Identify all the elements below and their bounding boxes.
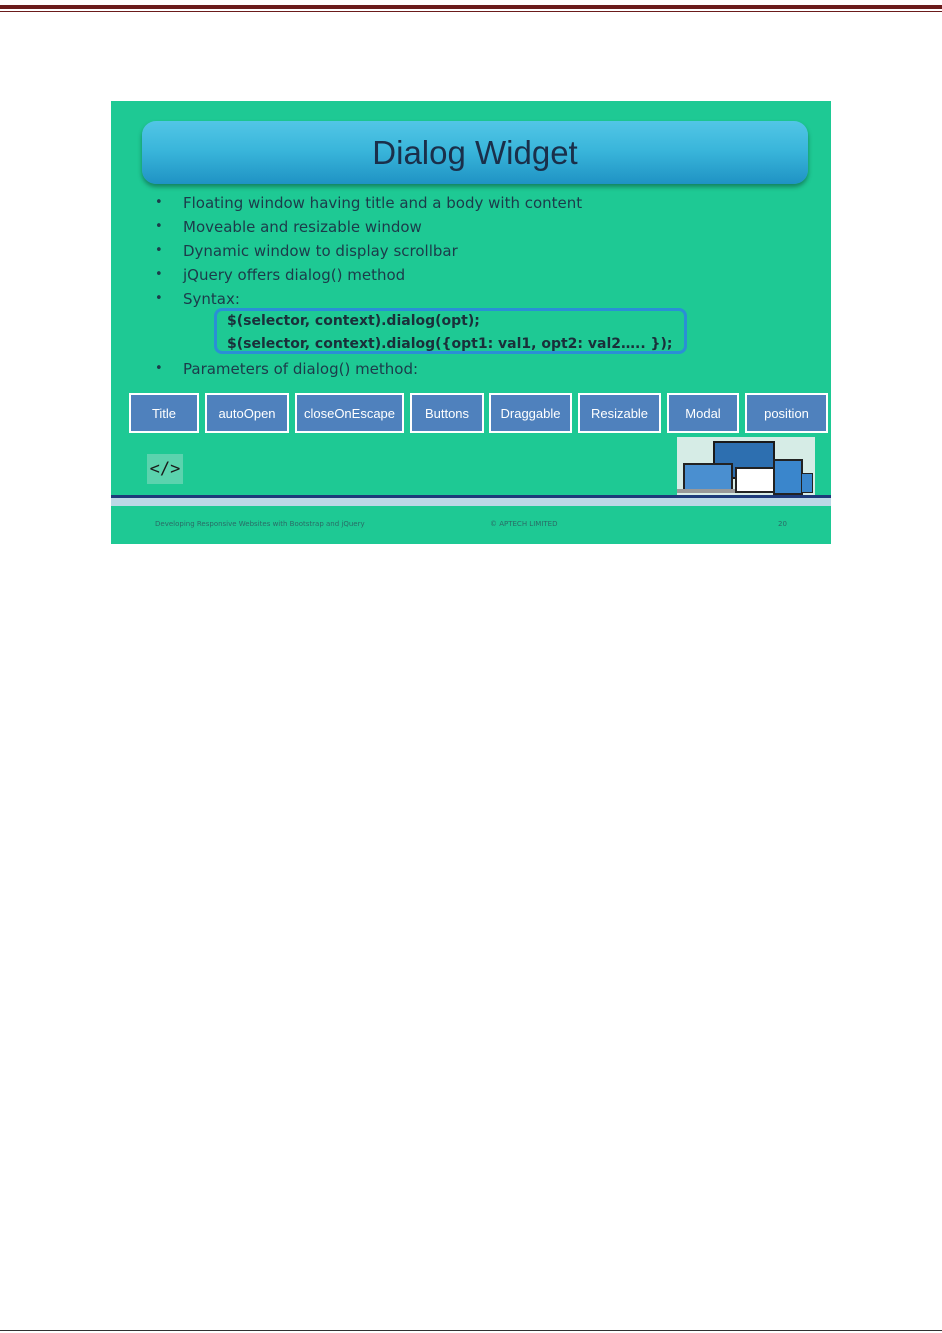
phone-icon bbox=[801, 473, 813, 493]
responsive-devices-icon bbox=[677, 437, 815, 495]
footer-course-title: Developing Responsive Websites with Bootstrap and jQuery bbox=[155, 520, 365, 528]
slide-image bbox=[111, 101, 831, 544]
laptop-base bbox=[677, 489, 737, 493]
bullet-item: • Syntax: bbox=[155, 288, 582, 312]
footer-rule bbox=[0, 1330, 942, 1331]
bullet-item: • Floating window having title and a body with content bbox=[155, 192, 582, 216]
parameter-box-buttons: Buttons bbox=[410, 393, 484, 433]
header-rule bbox=[0, 5, 942, 9]
parameter-box-modal: Modal bbox=[667, 393, 739, 433]
footer-copyright: © APTECH LIMITED bbox=[490, 520, 558, 528]
parameter-box-position: position bbox=[745, 393, 828, 433]
parameter-box-title: Title bbox=[129, 393, 199, 433]
syntax-line: $(selector, context).dialog({opt1: val1, opt2: val2….. }); bbox=[227, 336, 673, 352]
bullet-item: • Parameters of dialog() method: bbox=[155, 358, 418, 382]
bullet-item: • Dynamic window to display scrollbar bbox=[155, 240, 582, 264]
code-icon: </> bbox=[147, 454, 183, 484]
laptop-icon bbox=[683, 463, 733, 491]
browser-window-icon bbox=[735, 467, 775, 493]
slide-title: Dialog Widget bbox=[372, 133, 578, 171]
bullet-item: • jQuery offers dialog() method bbox=[155, 264, 582, 288]
bullet-item: • Moveable and resizable window bbox=[155, 216, 582, 240]
syntax-line: $(selector, context).dialog(opt); bbox=[227, 313, 480, 329]
parameter-box-resizable: Resizable bbox=[578, 393, 661, 433]
parameter-box-autoopen: autoOpen bbox=[205, 393, 289, 433]
footer-page-number: 20 bbox=[778, 520, 787, 528]
slide-title-bar bbox=[142, 121, 808, 184]
tablet-icon bbox=[773, 459, 803, 495]
slide-footer-band-light bbox=[111, 498, 831, 506]
bullet-list bbox=[155, 192, 582, 312]
header-rule-thin bbox=[0, 11, 942, 12]
parameter-box-draggable: Draggable bbox=[489, 393, 572, 433]
parameter-box-closeonescape: closeOnEscape bbox=[295, 393, 404, 433]
